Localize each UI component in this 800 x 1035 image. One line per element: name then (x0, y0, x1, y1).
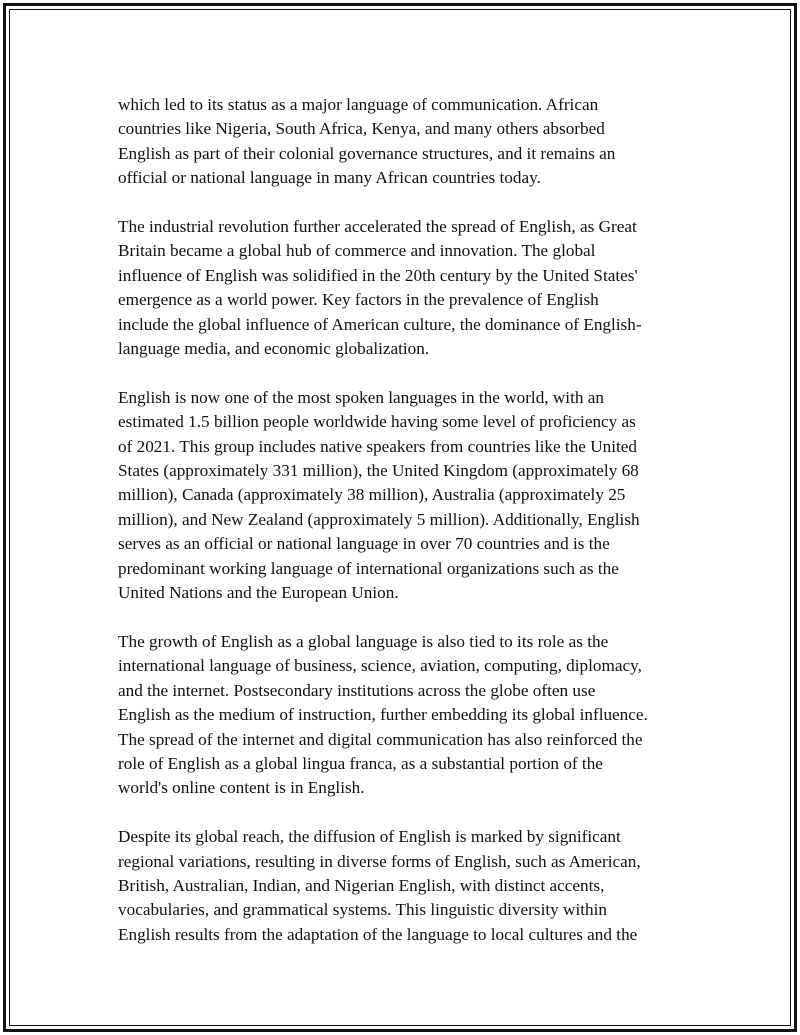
text-line: predominant working language of international organizations such as the (118, 558, 619, 578)
text-line: Despite its global reach, the diffusion of English is marked by significant (118, 827, 621, 847)
paragraph-3 (118, 386, 690, 606)
text-line: official or national language in many African countries today. (118, 168, 541, 188)
text-line: English results from the adaptation of the language to local cultures and the (118, 924, 638, 944)
text-line: estimated 1.5 billion people worldwide having some level of proficiency as (118, 412, 636, 432)
text-line: English is now one of the most spoken languages in the world, with an (118, 387, 604, 407)
text-line: The industrial revolution further accelerated the spread of English, as Great (118, 217, 637, 237)
text-line: which led to its status as a major language of communication. African (118, 95, 599, 114)
text-line: million), Canada (approximately 38 million), Australia (approximately 25 (118, 485, 626, 505)
text-line: language media, and economic globalization. (118, 339, 430, 359)
paragraph-5 (118, 825, 690, 947)
text-line: vocabularies, and grammatical systems. This linguistic diversity within (118, 900, 607, 920)
paragraph-4 (118, 630, 690, 801)
text-line: international language of business, science, aviation, computing, diplomacy, (118, 656, 642, 676)
text-line: English as part of their colonial governance structures, and it remains an (118, 143, 616, 163)
text-line: serves as an official or national language in over 70 countries and is the (118, 534, 610, 554)
text-line: The growth of English as a global language is also tied to its role as the (118, 631, 609, 651)
text-line: million), and New Zealand (approximately 5 million). Additionally, English (118, 509, 640, 529)
text-line: and the internet. Postsecondary institutions across the globe often use (118, 680, 596, 700)
text-line: regional variations, resulting in diverse forms of English, such as American, (118, 851, 641, 871)
text-line: emergence as a world power. Key factors in the prevalence of English (118, 290, 599, 310)
text-line: United Nations and the European Union. (118, 583, 399, 603)
text-line: influence of English was solidified in the 20th century by the United States' (118, 265, 638, 285)
paragraph-1 (118, 93, 690, 191)
paragraph-2 (118, 215, 690, 361)
text-line: The spread of the internet and digital communication has also reinforced the (118, 729, 643, 749)
text-line: role of English as a global lingua franca, as a substantial portion of the (118, 753, 603, 773)
text-line: of 2021. This group includes native speakers from countries like the United (118, 436, 638, 456)
text-line: include the global influence of American culture, the dominance of English- (118, 314, 642, 334)
text-line: British, Australian, Indian, and Nigerian English, with distinct accents, (118, 875, 605, 895)
text-line: world's online content is in English. (118, 778, 365, 798)
text-line: countries like Nigeria, South Africa, Kenya, and many others absorbed (118, 119, 605, 139)
document-body (118, 93, 690, 972)
text-line: English as the medium of instruction, further embedding its global influence. (118, 705, 648, 725)
text-line: Britain became a global hub of commerce and innovation. The global (118, 241, 596, 261)
text-line: States (approximately 331 million), the United Kingdom (approximately 68 (118, 461, 639, 481)
